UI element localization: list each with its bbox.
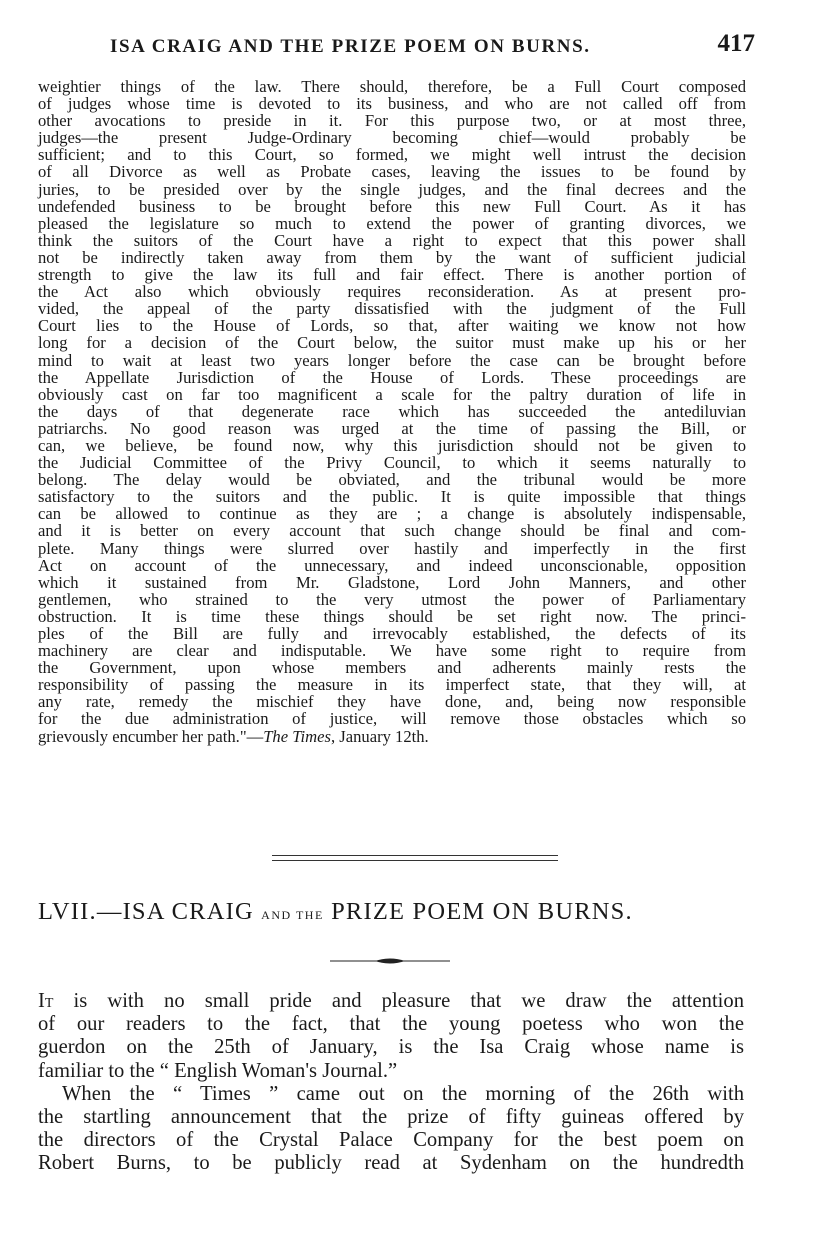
text-line: pleased the legislature so much to extend the power of granting divorces, we [38,213,746,233]
article-line: the startling announcement that the prize of fifty guineas offered by [38,1106,744,1129]
section-divider-top [272,855,558,856]
article-title-connector: AND THE [261,908,324,922]
running-head [0,30,817,64]
text-line: machinery are clear and indisputable. We have some right to require from [38,641,746,661]
page-number: 417 [717,30,755,57]
text-line: gentlemen, who strained to the very utmost the power of Parliamentary [38,589,746,609]
ornament-divider [330,955,450,967]
article-body [38,990,744,1176]
article-line: Robert Burns, to be publicly read at Sydenham on the hundredth [38,1152,744,1175]
text-line: of all Divorce as well as Probate cases, leaving the issues to be found by [38,162,746,182]
text-line: Act on account of the unnecessary, and indeed unconscionable, opposition [38,555,746,575]
dropcap-word: It [38,990,54,1012]
preceding-article-text [38,78,746,745]
text-line: can, we believe, be found now, why this jurisdiction should not be given to [38,435,746,455]
article-first-line [38,990,744,1013]
article-number: LVII.— [38,898,123,925]
article-line: guerdon on the 25th of January, is the Isa Craig whose name is [38,1036,744,1059]
text-line: mind to wait at least two years longer before the case can be brought before [38,350,746,370]
article-line: of our readers to the fact, that the young poetess who won the [38,1013,744,1036]
text-line: other avocations to preside in it. For this purpose two, or at most three, [38,111,746,131]
text-line: which it sustained from Mr. Gladstone, Lord John Manners, and other [38,572,746,592]
text-line: the Act also which obviously requires reconsideration. As at present pro- [38,282,746,302]
article-line: familiar to the “ English Woman's Journal.” [38,1059,398,1082]
text-line: responsibility of passing the measure in its imperfect state, that they will, at [38,675,746,695]
text-line: the days of that degenerate race which has succeeded the antediluvian [38,401,746,421]
article-line: When the “ Times ” came out on the morning of the 26th with [62,1082,744,1105]
text-line: belong. The delay would be obviated, and the tribunal would be more [38,470,746,490]
text-line: ples of the Bill are fully and irrevocably established, the defects of its [38,624,746,643]
final-line-text: grievously encumber her path."— [38,726,264,746]
text-line: juries, to be presided over by the single judges, and the final decrees and the [38,179,746,199]
text-line: not be indirectly taken away from them by the want of sufficient judicial [38,247,746,267]
text-line: the Judicial Committee of the Privy Council, to which it seems naturally to [38,453,746,473]
text-line: weightier things of the law. There should, therefore, be a Full Court composed [38,77,746,96]
text-line: plete. Many things were slurred over hastily and imperfectly in the first [38,538,746,558]
article-line: the directors of the Crystal Palace Company for the best poem on [38,1129,744,1152]
article-title-part1: ISA CRAIG [122,898,254,925]
text-line: satisfactory to the suitors and the public. It is quite impossible that things [38,487,746,507]
text-line: strength to give the law its full and fair effect. There is another portion of [38,265,746,285]
text-line: vided, the appeal of the party dissatisfied with the judgment of the Full [38,299,746,319]
text-line: sufficient; and to this Court, so formed, we might well intrust the decision [38,145,746,165]
text-line: patriarchs. No good reason was urged at the time of passing the Bill, or [38,418,746,438]
text-line: for the due administration of justice, will remove those obstacles which so [38,709,746,729]
article-heading [38,898,778,926]
section-divider-bottom [272,860,558,861]
text-line: long for a decision of the Court below, the suitor must make up his or her [38,333,746,353]
source-title: The Times [263,726,331,746]
text-line: the Appellate Jurisdiction of the House of Lords. These proceedings are [38,367,746,387]
text-line: of judges whose time is devoted to its business, and who are not called off from [38,94,746,114]
text-line: obstruction. It is time these things should be set right now. The princi- [38,606,746,626]
text-line: obviously cast on far too magnificent a scale for the paltry duration of life in [38,384,746,404]
text-line: the Government, upon whose members and adherents mainly rests the [38,658,746,678]
text-line: Court lies to the House of Lords, so that, after waiting we know not how [38,316,746,336]
text-line: undefended business to be brought before this new Full Court. As it has [38,196,746,216]
article-title-part2: PRIZE POEM ON BURNS. [331,898,633,925]
text-line: and it is better on every account that such change should be final and com- [38,521,746,541]
first-line-rest: is with no small pride and pleasure that we draw the attention [53,990,744,1012]
text-line: can be allowed to continue as they are ; a change is absolutely indispensable, [38,504,746,524]
source-date: , January 12th. [330,726,429,746]
running-title: ISA CRAIG AND THE PRIZE POEM ON BURNS. [110,36,591,57]
text-line: judges—the present Judge-Ordinary becoming chief—would probably be [38,128,746,148]
text-line: any rate, remedy the mischief they have done, and, being now responsible [38,692,746,712]
text-line-final [38,728,746,745]
text-line: think the suitors of the Court have a right to expect that this power shall [38,230,746,250]
